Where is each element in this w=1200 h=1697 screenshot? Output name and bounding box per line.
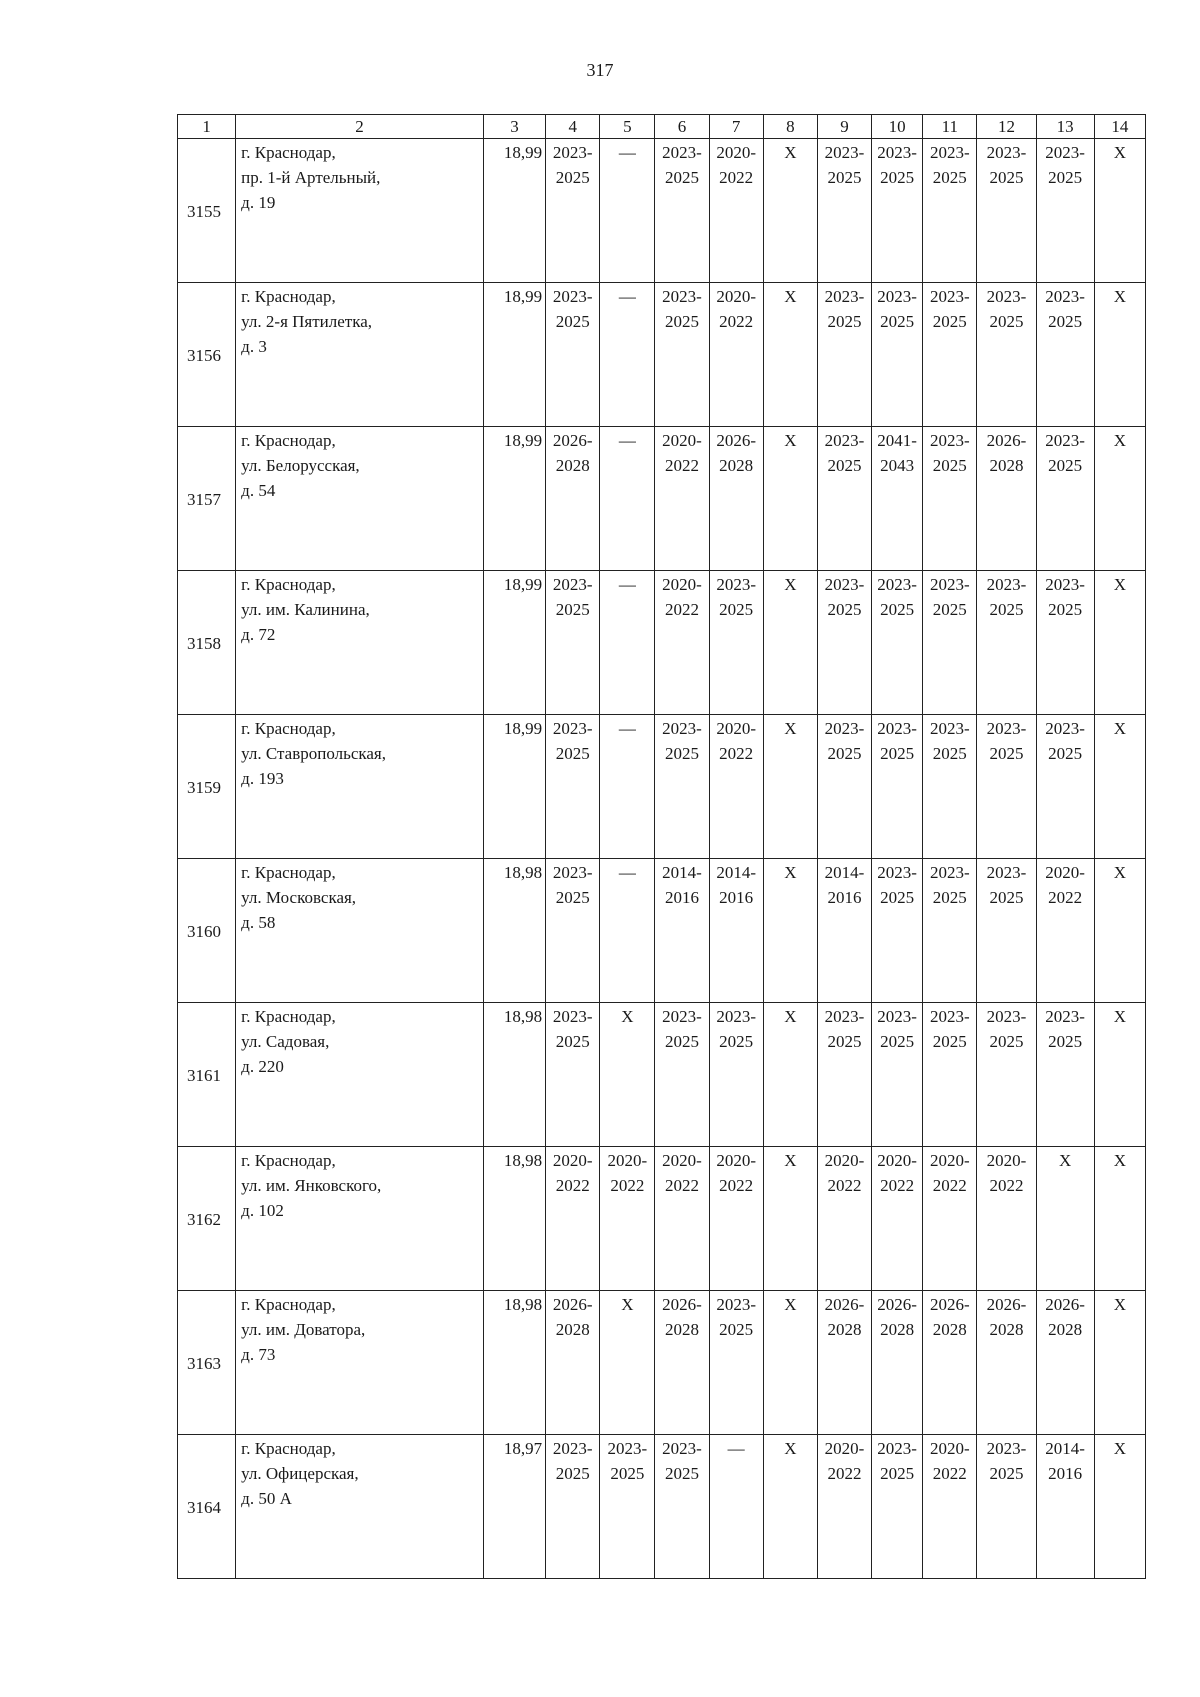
address-line: д. 102 [241,1201,284,1220]
period-cell: X [763,1435,817,1579]
period-cell: 2023- 2025 [709,571,763,715]
period-cell: 2026- 2028 [546,427,600,571]
period-cell: 2020- 2022 [655,571,709,715]
period-cell: 2023- 2025 [546,1003,600,1147]
address-line: д. 50 А [241,1489,292,1508]
period-cell: X [1094,427,1145,571]
period-cell: X [1094,139,1145,283]
period-cell: 2023- 2025 [655,715,709,859]
rate-cell: 18,99 [483,283,545,427]
address-line: д. 220 [241,1057,284,1076]
period-cell: — [600,715,655,859]
period-cell: X [763,715,817,859]
period-cell: 2014- 2016 [655,859,709,1003]
period-cell: 2023- 2025 [977,139,1036,283]
period-cell: X [1094,571,1145,715]
period-cell: 2026- 2028 [655,1291,709,1435]
period-cell: X [763,1147,817,1291]
period-cell: 2023- 2025 [923,571,977,715]
column-header: 4 [546,115,600,139]
period-cell: — [600,859,655,1003]
period-cell: X [763,1291,817,1435]
period-cell: 2023- 2025 [817,283,871,427]
period-cell: 2023- 2025 [1036,139,1094,283]
period-cell: X [600,1003,655,1147]
column-header: 2 [236,115,484,139]
period-cell: 2023- 2025 [817,715,871,859]
address-cell [236,1147,484,1291]
period-cell: 2023- 2025 [923,283,977,427]
row-number: 3164 [178,1435,236,1579]
period-cell: — [600,139,655,283]
row-number: 3157 [178,427,236,571]
period-cell: 2020- 2022 [923,1147,977,1291]
period-cell: X [1094,715,1145,859]
table-row [178,715,1146,859]
period-cell: X [1036,1147,1094,1291]
period-cell: 2020- 2022 [709,1147,763,1291]
table-row [178,1291,1146,1435]
period-cell: — [709,1435,763,1579]
period-cell: 2026- 2028 [817,1291,871,1435]
period-cell: 2023- 2025 [546,571,600,715]
column-header: 9 [817,115,871,139]
rate-cell: 18,98 [483,1147,545,1291]
period-cell: X [763,571,817,715]
period-cell: 2023- 2025 [655,1435,709,1579]
row-number: 3159 [178,715,236,859]
period-cell: 2014- 2016 [817,859,871,1003]
period-cell: 2026- 2028 [872,1291,923,1435]
address-line: ул. Ставропольская, [241,744,387,763]
period-cell: 2023- 2025 [546,139,600,283]
period-cell: 2023- 2025 [600,1435,655,1579]
table-row [178,571,1146,715]
address-cell [236,139,484,283]
address-line: ул. Офицерская, [241,1464,359,1483]
period-cell: 2020- 2022 [817,1147,871,1291]
row-number: 3162 [178,1147,236,1291]
address-line: ул. Московская, [241,888,357,907]
period-cell: 2020- 2022 [709,715,763,859]
period-cell: 2023- 2025 [872,1435,923,1579]
row-number: 3156 [178,283,236,427]
period-cell: 2023- 2025 [1036,715,1094,859]
address-line: г. Краснодар, [241,431,336,450]
period-cell: 2023- 2025 [546,715,600,859]
column-header: 6 [655,115,709,139]
table-row [178,427,1146,571]
period-cell: X [1094,859,1145,1003]
table-row [178,1147,1146,1291]
period-cell: 2023- 2025 [709,1291,763,1435]
period-cell: X [763,1003,817,1147]
address-line: д. 193 [241,769,284,788]
table-row [178,859,1146,1003]
period-cell: 2020- 2022 [546,1147,600,1291]
address-line: д. 3 [241,337,267,356]
period-cell: 2023- 2025 [872,1003,923,1147]
period-cell: 2023- 2025 [923,1003,977,1147]
address-cell [236,715,484,859]
address-line: ул. им. Доватора, [241,1320,366,1339]
period-cell: X [1094,1291,1145,1435]
address-line: г. Краснодар, [241,143,336,162]
period-cell: — [600,427,655,571]
period-cell: X [763,139,817,283]
address-line: ул. Садовая, [241,1032,330,1051]
period-cell: 2020- 2022 [817,1435,871,1579]
address-line: д. 72 [241,625,276,644]
period-cell: 2026- 2028 [546,1291,600,1435]
period-cell: 2023- 2025 [1036,283,1094,427]
column-header: 11 [923,115,977,139]
address-line: г. Краснодар, [241,863,336,882]
period-cell: X [763,427,817,571]
period-cell: — [600,571,655,715]
address-line: пр. 1-й Артельный, [241,168,381,187]
period-cell: 2026- 2028 [977,427,1036,571]
address-line: ул. Белорусская, [241,456,360,475]
address-line: г. Краснодар, [241,287,336,306]
period-cell: 2023- 2025 [1036,571,1094,715]
period-cell: 2023- 2025 [872,139,923,283]
address-cell [236,427,484,571]
table-row [178,1003,1146,1147]
period-cell: 2026- 2028 [709,427,763,571]
schedule-table [177,114,1146,1579]
table-row [178,283,1146,427]
page-number: 317 [586,60,614,80]
rate-cell: 18,99 [483,715,545,859]
row-number: 3161 [178,1003,236,1147]
rate-cell: 18,98 [483,1291,545,1435]
period-cell: 2023- 2025 [655,283,709,427]
period-cell: X [1094,1003,1145,1147]
period-cell: 2020- 2022 [709,283,763,427]
address-cell [236,283,484,427]
table-row [178,139,1146,283]
period-cell: 2020- 2022 [872,1147,923,1291]
period-cell: 2026- 2028 [923,1291,977,1435]
address-cell [236,1003,484,1147]
column-header: 14 [1094,115,1145,139]
column-header: 8 [763,115,817,139]
address-line: д. 19 [241,193,276,212]
address-line: ул. 2-я Пятилетка, [241,312,373,331]
period-cell: 2023- 2025 [655,139,709,283]
address-line: г. Краснодар, [241,1439,336,1458]
period-cell: 2020- 2022 [923,1435,977,1579]
rate-cell: 18,99 [483,139,545,283]
period-cell: X [763,859,817,1003]
column-header: 5 [600,115,655,139]
period-cell: 2020- 2022 [600,1147,655,1291]
table-body [178,139,1146,1579]
period-cell: 2023- 2025 [923,427,977,571]
address-line: г. Краснодар, [241,1151,336,1170]
period-cell: 2014- 2016 [1036,1435,1094,1579]
period-cell: 2023- 2025 [977,283,1036,427]
period-cell: 2023- 2025 [546,1435,600,1579]
column-header: 7 [709,115,763,139]
period-cell: 2020- 2022 [1036,859,1094,1003]
period-cell: 2023- 2025 [872,859,923,1003]
period-cell: 2023- 2025 [872,715,923,859]
period-cell: 2023- 2025 [923,715,977,859]
period-cell: 2023- 2025 [546,283,600,427]
period-cell: 2023- 2025 [977,571,1036,715]
rate-cell: 18,98 [483,859,545,1003]
period-cell: 2020- 2022 [709,139,763,283]
address-line: г. Краснодар, [241,575,336,594]
address-line: г. Краснодар, [241,719,336,738]
period-cell: X [763,283,817,427]
column-header: 10 [872,115,923,139]
period-cell: 2023- 2025 [817,139,871,283]
row-number: 3158 [178,571,236,715]
period-cell: 2020- 2022 [977,1147,1036,1291]
period-cell: X [600,1291,655,1435]
period-cell: 2023- 2025 [1036,1003,1094,1147]
period-cell: 2023- 2025 [872,571,923,715]
period-cell: — [600,283,655,427]
row-number: 3155 [178,139,236,283]
address-line: д. 54 [241,481,276,500]
period-cell: X [1094,1435,1145,1579]
address-line: д. 58 [241,913,276,932]
address-line: г. Краснодар, [241,1295,336,1314]
period-cell: 2023- 2025 [817,427,871,571]
period-cell: 2023- 2025 [977,859,1036,1003]
address-line: ул. им. Янковского, [241,1176,382,1195]
address-cell [236,571,484,715]
period-cell: 2023- 2025 [977,1003,1036,1147]
period-cell: 2020- 2022 [655,427,709,571]
column-header: 1 [178,115,236,139]
column-header: 13 [1036,115,1094,139]
rate-cell: 18,99 [483,427,545,571]
header-row [178,115,1146,139]
table-row [178,1435,1146,1579]
address-cell [236,1291,484,1435]
row-number: 3163 [178,1291,236,1435]
period-cell: 2026- 2028 [1036,1291,1094,1435]
period-cell: 2023- 2025 [655,1003,709,1147]
period-cell: 2041- 2043 [872,427,923,571]
period-cell: 2023- 2025 [923,859,977,1003]
period-cell: X [1094,1147,1145,1291]
period-cell: 2023- 2025 [709,1003,763,1147]
address-cell [236,859,484,1003]
address-cell [236,1435,484,1579]
rate-cell: 18,97 [483,1435,545,1579]
period-cell: 2023- 2025 [923,139,977,283]
row-number: 3160 [178,859,236,1003]
address-line: д. 73 [241,1345,276,1364]
period-cell: 2014- 2016 [709,859,763,1003]
rate-cell: 18,99 [483,571,545,715]
period-cell: 2023- 2025 [817,571,871,715]
rate-cell: 18,98 [483,1003,545,1147]
address-line: г. Краснодар, [241,1007,336,1026]
period-cell: 2023- 2025 [546,859,600,1003]
period-cell: 2026- 2028 [977,1291,1036,1435]
period-cell: 2023- 2025 [872,283,923,427]
period-cell: 2023- 2025 [817,1003,871,1147]
period-cell: 2020- 2022 [655,1147,709,1291]
period-cell: 2023- 2025 [977,715,1036,859]
period-cell: X [1094,283,1145,427]
period-cell: 2023- 2025 [1036,427,1094,571]
period-cell: 2023- 2025 [977,1435,1036,1579]
column-header: 3 [483,115,545,139]
column-header: 12 [977,115,1036,139]
address-line: ул. им. Калинина, [241,600,370,619]
